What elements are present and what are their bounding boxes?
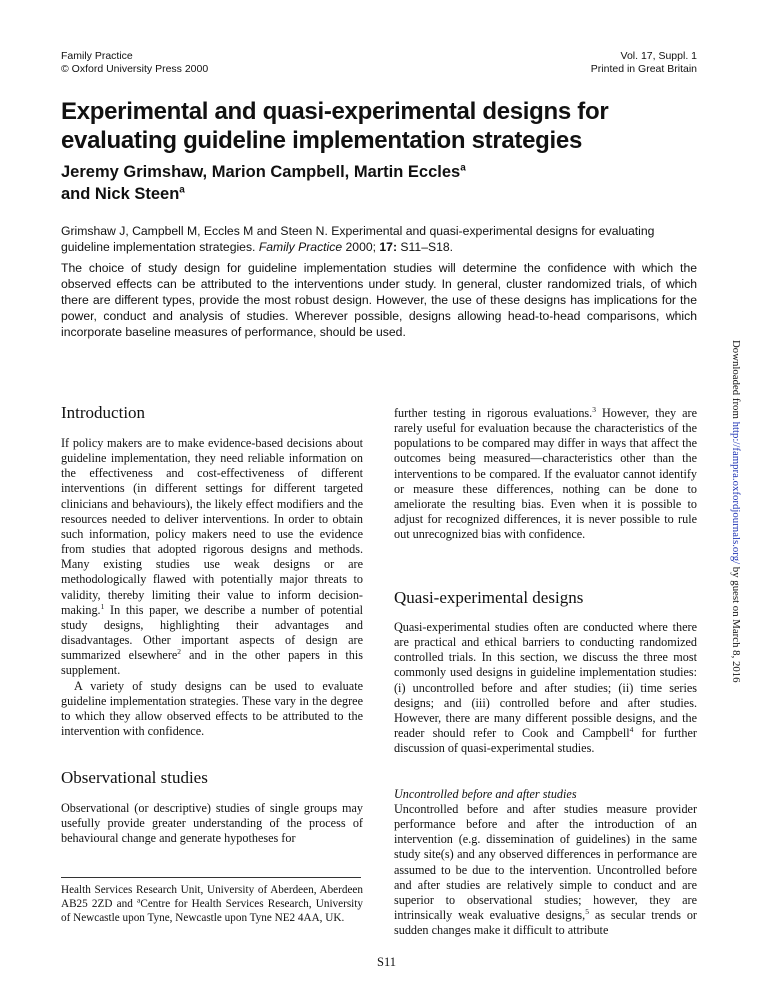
sidebar-prefix: Downloaded from [730,340,742,422]
footnote-divider [61,877,361,878]
article-title: Experimental and quasi-experimental designs for evaluating guideline implementation strategies [61,98,609,154]
printed-line: Printed in Great Britain [590,63,697,75]
citation-journal: Family Practice [258,240,343,254]
authors-line-1: Jeremy Grimshaw, Marion Campbell, Martin Eccles [61,163,461,181]
paragraph: Observational (or descriptive) studies of single groups may usefully provide greater understanding of the process of behavioural change and generate hypotheses for [61,801,363,846]
author-list [61,161,701,205]
observational-continued [394,406,697,542]
paragraph: Quasi-experimental studies often are conducted where there are practical and ethical barriers to conducting randomized controlled trials. In this section, we discuss the three most commonly used designs in guideline implementation studies: (i) uncontrolled before and after studies; (ii) time series designs; and (iii) controlled before and after studies. However, there are many different possible designs, and the reader should refer to Cook and Campbell$^4$ for further discussion of quasi-experimental studies. [394,620,697,756]
author-affiliation-mark: a [460,162,466,174]
citation-volume: 17: [379,240,398,254]
paragraph: further testing in rigorous evaluations.$^3$ However, they are rarely useful for evaluation because the characteristics of the populations to be compared may differ in ways that affect the outcomes being measured—characteristics other than the interventions to be compared. If the evaluator cannot identify or measure these differences, nothing can be done to ameliorate the resulting bias. Even when it is possible to adjust for recognized differences, it is never possible to rule out unrecognized bias with confidence. [394,404,698,542]
citation-year: 2000; [342,240,380,254]
affiliation-mark: a [137,895,141,905]
left-column [61,400,363,960]
citation-text: Grimshaw J, Campbell M, Eccles M and Steen N. Experimental and quasi-experimental designs for evaluating guideline implementation strategies. [61,224,655,254]
section-heading-quasi-experimental: Quasi-experimental designs [394,588,584,607]
page-number: S11 [377,955,396,969]
paragraph: Uncontrolled before and after studies measure provider performance before and after the introduction of an intervention (e.g. dissemination of guidelines) in the same study site(s) and any observed differences in performance are assumed to be due to the intervention. Uncontrolled before and after studies are relatively simple to conduct and are superior to observational studies; however, they are intrinsically weak evaluative designs,$^5$ as secular trends or sudden changes make it difficult to attribute [394,802,697,938]
abstract: The choice of study design for guideline implementation studies will determine the confidence with which the observed effects can be attributed to the interventions under study. In general, cluster randomized trials, of which there are different types, provide the most robust design. However, the use of these designs has implications for the power, conduct and analysis of studies. Wherever possible, designs allowing head-to-head comparisons, which incorporate baseline measures of performance, should be used. [61,261,697,339]
right-column [394,400,697,960]
section-heading-introduction: Introduction [61,403,146,422]
citation [61,223,697,255]
uncontrolled-body [394,802,697,938]
reference-mark[interactable]: 4 [629,725,634,735]
journal-name: Family Practice [61,50,133,62]
paragraph: If policy makers are to make evidence-based decisions about guideline implementation, they need reliable information on the effectiveness and cost-effectiveness of different interventions (in different settings for different targeted clinicians and behaviours), the likely effect modifiers and the resources needed to deliver interventions. In order to obtain such information, policy makers need to use the evidence from studies that adopted rigorous designs and methods. Many existing studies use weak designs or are methodologically flawed with potentially major threats to validity, thereby limiting their value to inform decision-making.$^1$ In this paper, we describe a number of potential study designs, highlighting their advantages and disadvantages. Other important aspects of design are summarized elsewhere$^2$ and in the other papers in this supplement. [61,436,363,678]
affiliation-footnote: Health Services Research Unit, University of Aberdeen, Aberdeen AB25 2ZD and $^a$Centre for Health Services Research, University of Newcastle upon Tyne, Newcastle upon Tyne NE2 4AA, UK. [61,884,363,924]
publisher-line: © Oxford University Press 2000 [61,63,209,75]
reference-mark[interactable]: 1 [100,601,105,611]
volume-line: Vol. 17, Suppl. 1 [620,50,697,62]
introduction-body [61,436,363,739]
author-affiliation-mark: a [179,184,185,196]
section-heading-observational: Observational studies [61,768,208,787]
quasi-experimental-body [394,620,697,756]
citation-pages: S11–S18. [397,240,454,254]
sidebar-url-link[interactable]: http://fampra.oxfordjournals.org/ [730,421,742,565]
reference-mark[interactable]: 5 [585,907,589,917]
subsection-heading-uncontrolled: Uncontrolled before and after studies [394,787,577,801]
reference-mark[interactable]: 3 [592,404,596,414]
paragraph: A variety of study designs can be used to evaluate guideline implementation strategies. These vary in the degree to which they allow observed effects to be attributed to the intervention with confidence. [61,678,363,738]
running-header-left [61,50,208,76]
sidebar-suffix: by guest on March 8, 2016 [730,564,742,683]
running-header-right [591,50,697,76]
observational-body [61,801,363,846]
reference-mark[interactable]: 2 [177,647,182,657]
authors-line-2: and Nick Steen [61,185,180,203]
download-sidebar [730,340,742,683]
